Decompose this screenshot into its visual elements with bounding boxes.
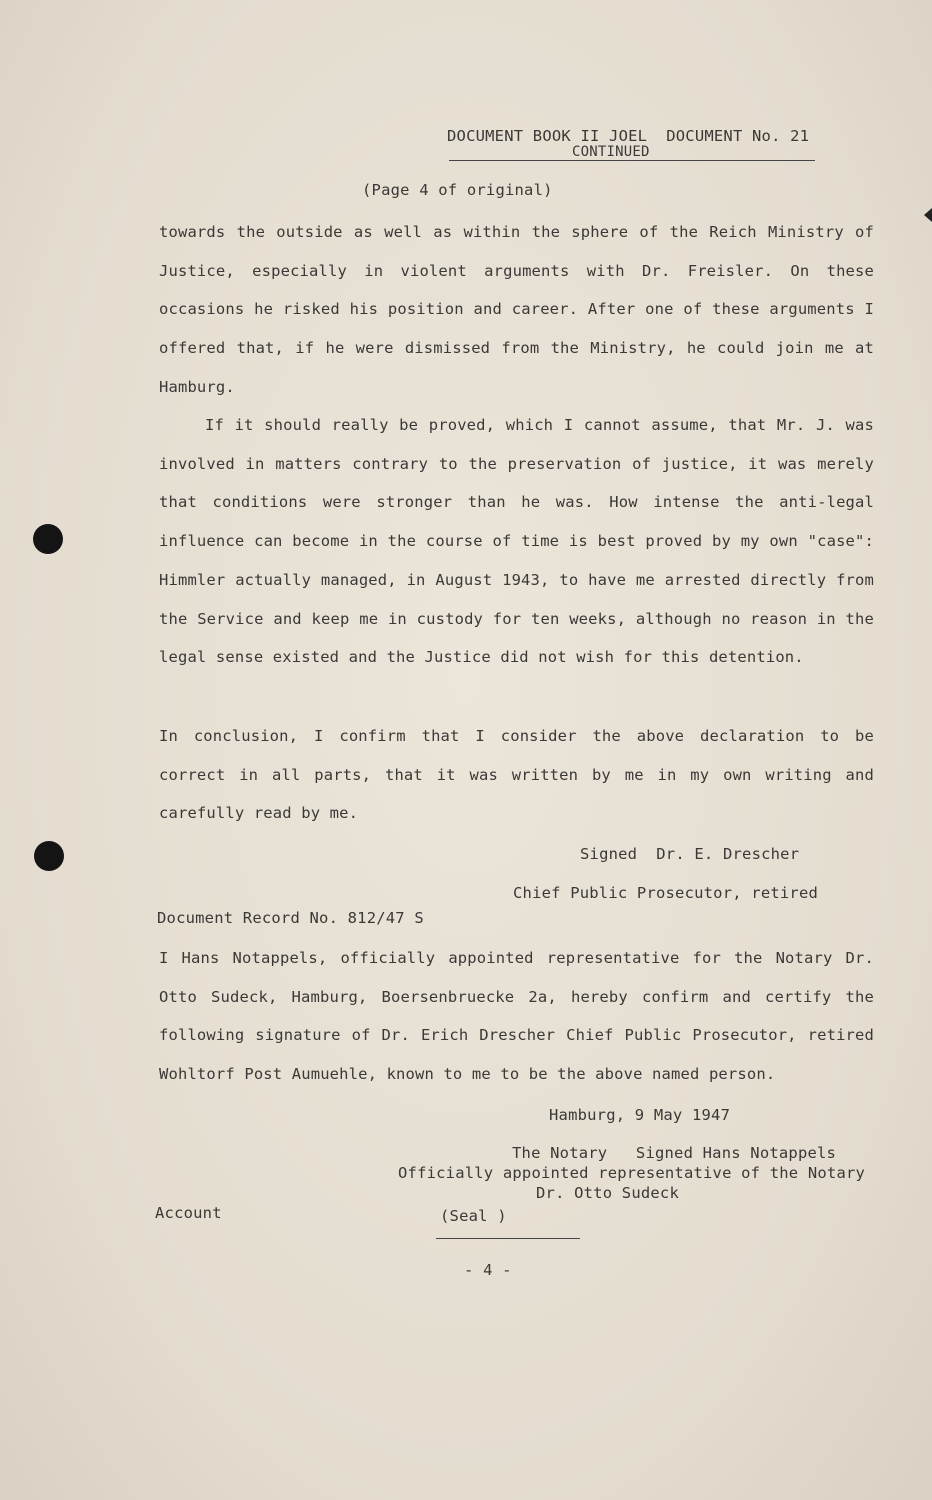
document-header-continued: CONTINUED: [572, 144, 650, 160]
seal-label: (Seal ): [440, 1207, 507, 1225]
signature-title: Chief Public Prosecutor, retired: [513, 884, 819, 902]
account-label: Account: [155, 1204, 222, 1222]
body-paragraph: If it should really be proved, which I cannot assume, that Mr. J. was involved in matters contrary to the preservation of justice, it was merely that conditions were stronger than he was. How intense the anti-legal influence can become in the course of time is best proved by my own "case": Himmler actually managed, in August 1943, to have me arrested directly from the Service and keep me in custody for ten weeks, although no reason in the legal sense existed and the Justice did not wish for this detention.: [159, 416, 874, 667]
certification-paragraph: I Hans Notappels, officially appointed representative for the Notary Dr. Otto Sudeck, Hamburg, Boersenbruecke 2a, hereby confirm and certify the following signature of Dr. Erich Drescher Chief Public Prosecutor, retired Wohltorf Post Aumuehle, known to me to be the above named person.: [159, 949, 874, 1084]
body-paragraph: towards the outside as well as within the sphere of the Reich Ministry of Justice, especially in violent arguments with Dr. Freisler. On these occasions he risked his position and career. After one of these arguments I offered that, if he were dismissed from the Ministry, he could join me at Hamburg.: [159, 223, 874, 396]
place-and-date: Hamburg, 9 May 1947: [549, 1106, 731, 1124]
signature-signed: Signed Dr. E. Drescher: [580, 845, 800, 863]
body-paragraph-1-block: [159, 213, 874, 407]
notary-name: Dr. Otto Sudeck: [536, 1184, 679, 1202]
body-paragraph-2-block: [159, 406, 874, 677]
punch-hole: [33, 524, 63, 554]
body-paragraph-3-block: [159, 717, 874, 833]
page-number: - 4 -: [464, 1261, 512, 1279]
punch-hole: [34, 841, 64, 871]
seal-underline: [436, 1238, 580, 1239]
notary-signed: The Notary Signed Hans Notappels: [512, 1144, 837, 1162]
certification-block: [159, 939, 874, 1094]
notary-representative: Officially appointed representative of the Notary: [398, 1164, 866, 1182]
page-note: (Page 4 of original): [362, 181, 553, 199]
header-underline: [449, 160, 815, 161]
document-header-title: DOCUMENT BOOK II JOEL DOCUMENT No. 21: [447, 127, 810, 145]
body-paragraph: In conclusion, I confirm that I consider the above declaration to be correct in all parts, that it was written by me in my own writing and carefully read by me.: [159, 727, 874, 823]
edge-mark: [924, 208, 932, 222]
document-record-number: Document Record No. 812/47 S: [157, 909, 424, 927]
